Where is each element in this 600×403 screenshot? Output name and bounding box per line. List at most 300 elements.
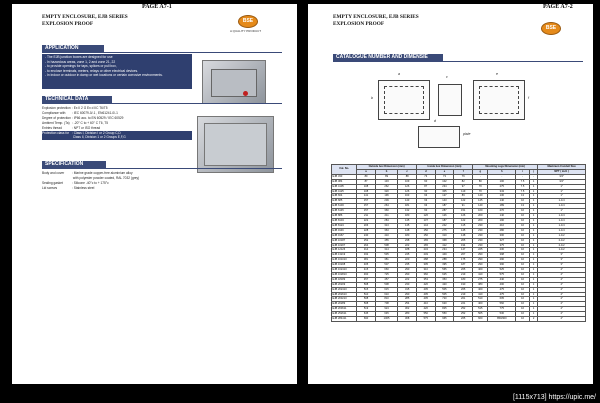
enclosure-photo-small [202,60,266,104]
table-cell: 287 [435,209,454,214]
table-cell: 249 [416,253,435,258]
table-cell: 16 [516,277,530,282]
table-cell: 290 [473,263,488,268]
table-cell: 157 [357,204,375,209]
side-view [438,84,462,116]
cat-no-cell: EJB 202410 [332,287,357,292]
table-cell: 290 [398,268,416,273]
table-cell: 16 [516,238,530,243]
table-cell: 16 [516,263,530,268]
table-cell: 4" [538,302,586,307]
table-cell: 145 [454,228,473,233]
table-cell: 1 [529,228,537,233]
table-cell: 1 [529,287,537,292]
table-cell: 4" [538,307,586,312]
table-cell: 228 [357,228,375,233]
company-logo: BSE [541,22,561,35]
table-cell: 264 [357,243,375,248]
table-cell: 87 [357,179,375,184]
table-cell: 254 [398,302,416,307]
application-line: - The EJB junction boxes are designed for use [45,55,113,59]
table-cell: 230 [473,223,488,228]
application-heading: APPLICATION [42,45,104,52]
table-cell: 145 [398,223,416,228]
col-header: f [454,169,473,174]
table-cell: 530 [488,312,516,317]
enclosure-photo-large [197,116,274,173]
table-cell: 300 [488,233,516,238]
drawing-note: piste [463,132,471,136]
table-cell: 290 [398,272,416,277]
cat-no-cell: EJB 8124 [332,223,357,228]
table-cell: 460 [357,272,375,277]
table-cell: 16 [516,199,530,204]
table-cell: 305 [435,189,454,194]
table-cell: 1 [529,307,537,312]
table-cell: 126 [398,184,416,189]
technical-data [42,106,192,140]
spec-key: Degree of protection [42,115,71,120]
table-cell: 16 [516,272,530,277]
cat-no-cell: EJB 4125 [332,189,357,194]
table-cell: 230 [473,233,488,238]
table-cell: 16 [516,282,530,287]
table-cell: 122 [454,199,473,204]
table-cell: - [473,174,488,179]
table-cell: 230 [473,243,488,248]
table-cell: 327 [488,238,516,243]
table-cell: 565 [435,268,454,273]
cat-no-cell: EJB 12126 [332,248,357,253]
table-cell: 290 [473,253,488,258]
table-cell: 314 [375,248,398,253]
table-cell: 275 [488,184,516,189]
table-cell: 850/900 [488,317,516,322]
page-subtitle: EXPLOSION PROOF [333,21,385,27]
col-header: b [375,169,398,174]
table-cell: 1 [529,238,537,243]
table-cell: 290 [488,258,516,263]
table-cell: 1 [529,258,537,263]
enclosure-lid [211,69,257,97]
table-cell: 262 [375,184,398,189]
table-cell: 90 [416,189,435,194]
top-view-inner [479,86,519,114]
table-cell: 80 [473,179,488,184]
table-cell: 400 [473,302,488,307]
table-cell: 140 [473,194,488,199]
table-cell: 127 [435,194,454,199]
spec-value: : IP66 acc. to EN 60529 / IEC 60529 [72,115,124,120]
table-cell: 189 [488,204,516,209]
table-cell: 16 [516,209,530,214]
table-cell: 1 [529,292,537,297]
table-cell: 219 [454,292,473,297]
table-cell: 3/4" [538,179,586,184]
table-cell: 222 [398,243,416,248]
spec-key: Ambient Temp. (Ta) [42,120,70,125]
page-number: PAGE A7-1 [142,4,172,10]
page-number: PAGE A7-2 [543,4,573,10]
table-cell: 230 [473,228,488,233]
table-cell: 109 [398,179,416,184]
table-cell: 332 [357,253,375,258]
spec-key: Lid screws [42,185,58,190]
table-cell: 395 [435,263,454,268]
cat-no-cell: EJB 161010 [332,258,357,263]
cat-no-cell: EJB 9146 [332,228,357,233]
group-header-lugs: Mounting Lugs Dimension (mm) [473,165,538,170]
table-cell: 457 [357,277,375,282]
table-cell: 314 [357,248,375,253]
table-cell: 410 [416,302,435,307]
table-cell: 449 [435,253,454,258]
table-cell: 302 [398,307,416,312]
table-cell: 1-1/4 [538,214,586,219]
table-cell: 290 [473,258,488,263]
table-cell: 16 [516,214,530,219]
table-cell: 16 [516,317,530,322]
table-cell: 475 [488,287,516,292]
table-cell: 660 [375,268,398,273]
col-header: d [416,169,435,174]
table-cell: 515 [473,307,488,312]
table-cell: 16 [516,233,530,238]
group-header-inside: Inside box Dimension (mm) [416,165,472,170]
group-header-conduit: Maximum Conduit Size [538,165,586,170]
table-cell: 4" [538,312,586,317]
dimension-drawing: piste a b c e f d [368,70,568,152]
table-cell: 225 [473,248,488,253]
table-cell: 310 [435,233,454,238]
enclosure-lid [204,123,267,166]
table-cell: 2 [529,317,537,322]
table-cell: 180 [398,214,416,219]
table-cell: 221 [454,302,473,307]
spec-key: Compliance with [42,110,66,115]
table-cell: 160 [473,209,488,214]
table-cell: 100 [488,179,516,184]
table-cell: 1 [529,189,537,194]
table-cell: 16 [516,248,530,253]
table-cell: 89 [454,194,473,199]
table-cell: 275 [435,228,454,233]
col-header: a [357,169,375,174]
table-cell: 130 [488,194,516,199]
table-cell: 187 [435,218,454,223]
application-line: - to provide openings for taps, splices or pull box, [45,64,117,69]
cat-no-cell: EJB 333 [332,174,357,179]
table-cell: 550 [416,312,435,317]
catalogue-table [331,164,586,322]
table-cell: 457 [375,277,398,282]
table-cell: 288 [416,258,435,263]
spec-value: : -20° C to + 60° C T6, T5 [72,120,109,125]
table-cell: 4" [538,268,586,273]
table-cell: 368 [435,238,454,243]
table-cell: 525 [488,268,516,273]
spec-value: : IEC 60079-0/-1 , EN61241-0/-1 [72,110,118,115]
application-list [42,54,192,89]
table-cell: 810 [375,297,398,302]
table-cell: 284 [375,218,398,223]
table-cell: 200 [473,218,488,223]
table-cell: 507 [375,263,398,268]
table-cell: 1 [529,312,537,317]
table-cell: 265 [454,287,473,292]
table-cell: 252 [357,238,375,243]
table-cell: 165 [416,238,435,243]
table-cell: 405 [357,263,375,268]
table-cell: 238 [398,238,416,243]
table-cell: 187 [435,204,454,209]
cat-no-cell: EJB 284411 [332,317,357,322]
table-cell: 82 [454,179,473,184]
table-cell: 1 [529,243,537,248]
table-cell: 234 [435,184,454,189]
table-cell: 147 [454,248,473,253]
table-cell: 2-1/2 [538,238,586,243]
table-cell: 1 [529,277,537,282]
table-cell: 610 [375,292,398,297]
table-cell: 137 [416,218,435,223]
table-cell: 252 [454,312,473,317]
table-cell: 420 [416,282,435,287]
spec-key: Explosion protection [42,106,71,110]
watermark: [1115x713] https://upic.me/ [512,394,596,401]
table-cell: 16 [516,243,530,248]
cat-no-cell: EJB 16208 [332,263,357,268]
table-cell: 390 [488,263,516,268]
table-cell: 360 [416,272,435,277]
table-cell: 405 [416,287,435,292]
table-cell: 1-1/4 [538,228,586,233]
cat-no-cell: EJB 685 [332,199,357,204]
table-cell: 133 [375,179,398,184]
table-cell: 1 [529,253,537,258]
table-cell: 150 [416,233,435,238]
table-cell: 16 [516,253,530,258]
cat-no-cell: EJB 6145 [332,209,357,214]
table-cell: 188 [398,248,416,253]
table-cell: 690 [357,317,375,322]
table-cell: 360 [375,209,398,214]
table-cell: 645 [357,312,375,317]
table-cell: 519 [357,307,375,312]
table-cell: 245 [398,253,416,258]
cat-no-cell: EJB 8104 [332,218,357,223]
table-cell: 440 [488,277,516,282]
table-cell: 1 [529,194,537,199]
table-cell: 775 [488,307,516,312]
table-cell: 175 [454,258,473,263]
table-cell: 410 [375,233,398,238]
table-cell: 1 [529,282,537,287]
table-cell: 398 [488,253,516,258]
section-view [418,126,460,148]
table-cell: 126 [416,214,435,219]
table-cell: 222 [357,218,375,223]
table-cell: 89 [375,174,398,179]
table-cell: 605 [488,297,516,302]
table-cell: 400 [473,268,488,273]
table-cell: 16 [516,297,530,302]
table-cell: 73 [435,174,454,179]
spec-key: Body and cover [42,171,65,175]
table-cell: 200 [473,214,488,219]
page-title: EMPTY ENCLOSURE, EJB SERIES [333,14,419,20]
table-cell: 1" [538,209,586,214]
col-header: g [473,169,488,174]
table-cell: 16 [516,223,530,228]
table-cell: 455 [375,238,398,243]
table-cell: 145 [473,199,488,204]
table-cell: 1-1/4 [538,199,586,204]
table-cell: 412 [435,243,454,248]
table-cell: 575 [488,272,516,277]
table-cell: 560 [488,302,516,307]
col-header-cat-no: Cat. No. [332,165,357,175]
cat-no-cell: EJB 9167 [332,233,357,238]
cat-no-cell: EJB 10187 [332,238,357,243]
table-cell: 4" [538,272,586,277]
table-cell: 148 [398,228,416,233]
table-cell: 240 [357,233,375,238]
table-cell: 265 [454,268,473,273]
spec-value: : Stainless steel [72,185,95,190]
table-cell: 1 [529,209,537,214]
spec-value: : Silicone -40°c to + 175°c [72,180,109,185]
table-cell: 180 [454,277,473,282]
table-cell: - [529,174,537,179]
table-cell: 353 [416,277,435,282]
application-line: - In indoor or outdoor in damp or wet locations or certain corrosive environments. [45,73,163,78]
company-logo: BSE [238,15,258,28]
table-cell: 625 [435,272,454,277]
table-cell: - [488,174,516,179]
table-cell: 70 [473,189,488,194]
table-cell: 288 [435,258,454,263]
specification-heading: SPECIFICATION [42,161,106,168]
table-cell: 252 [454,307,473,312]
table-cell: 201 [454,297,473,302]
table-cell: 3" [538,263,586,268]
table-cell: 405 [416,292,435,297]
table-cell: 13 [516,194,530,199]
table-cell: 242 [435,223,454,228]
table-cell: 1 [529,204,537,209]
table-cell: 16 [516,302,530,307]
table-cell: 126 [398,189,416,194]
table-cell: 310 [416,268,435,273]
table-cell: 1 [529,272,537,277]
table-cell: 645 [375,312,398,317]
divider [333,61,583,62]
spec-value: Class II, Division 1 or 2 Groups E,F,G [72,135,126,140]
page-title: EMPTY ENCLOSURE, EJB SERIES [42,14,128,20]
table-cell: 280 [398,312,416,317]
table-cell: 725 [375,272,398,277]
table-cell: 508 [375,243,398,248]
table-cell: 550 [435,312,454,317]
table-cell: 140 [488,214,516,219]
table-cell: 515 [357,287,375,292]
table-cell: 381 [357,258,375,263]
table-cell: 4" [538,282,586,287]
table-cell: 420 [435,282,454,287]
table-cell: 924 [375,307,398,312]
spec-value: : Ex II 2 G Ex d IIC T6/T5 [72,106,108,110]
table-cell: 150 [416,228,435,233]
table-cell: 315 [398,287,416,292]
cat-no-cell: EJB 664 [332,194,357,199]
table-cell: 1 [529,199,537,204]
table-cell: 1" [538,194,586,199]
spec-key: Sealing gasket [42,180,63,185]
table-cell: 102 [435,179,454,184]
table-cell: 508 [375,282,398,287]
cat-no-cell: EJB 886 [332,214,357,219]
table-cell: 363 [375,228,398,233]
table-cell: 400 [488,282,516,287]
front-view-inner [384,86,424,114]
table-cell: 1 [529,214,537,219]
table-cell: 7.5 [516,184,530,189]
table-cell: 16 [516,218,530,223]
table-cell: 508 [357,297,375,302]
table-cell: 343 [488,189,516,194]
table-cell: 91 [454,204,473,209]
table-cell: 141 [357,194,375,199]
spec-key: Protection class for [42,130,70,135]
cat-no-cell: EJB 252611 [332,312,357,317]
table-cell: 132 [398,209,416,214]
table-cell: 7.5 [516,189,530,194]
table-cell: 660 [473,317,488,322]
table-cell: 3/4" [538,174,586,179]
table-cell: 60 [416,209,435,214]
table-cell: 1 [529,179,537,184]
table-cell: 190 [454,282,473,287]
table-cell: 381 [375,258,398,263]
table-cell: 148 [454,233,473,238]
table-cell: 211 [375,214,398,219]
group-header-outside: Outside box Dimension (mm) [357,165,417,170]
table-cell: 88 [398,174,416,179]
table-cell: 163 [398,194,416,199]
table-cell: 508 [357,302,375,307]
table-cell: 615 [375,287,398,292]
table-cell: 1-1/2 [538,233,586,238]
table-cell: 280 [488,228,516,233]
table-cell: 230 [488,248,516,253]
spec-value: : Marine grade copper-free aluminium alloy [72,171,133,175]
table-cell: 1-1/4 [538,204,586,209]
table-cell: 180 [398,233,416,238]
table-cell: 405 [416,297,435,302]
cat-no-cell: EJB 162810 [332,272,357,277]
table-cell: 126 [435,214,454,219]
table-cell: 230 [473,238,488,243]
table-cell: 380 [473,282,488,287]
cat-no-cell: EJB 4105 [332,184,357,189]
table-cell: 210 [488,223,516,228]
specification-data [42,171,202,191]
table-cell: 1065 [375,317,398,322]
indicator-dot [243,91,248,96]
table-cell: 187 [454,263,473,268]
table-cell: 73 [416,174,435,179]
